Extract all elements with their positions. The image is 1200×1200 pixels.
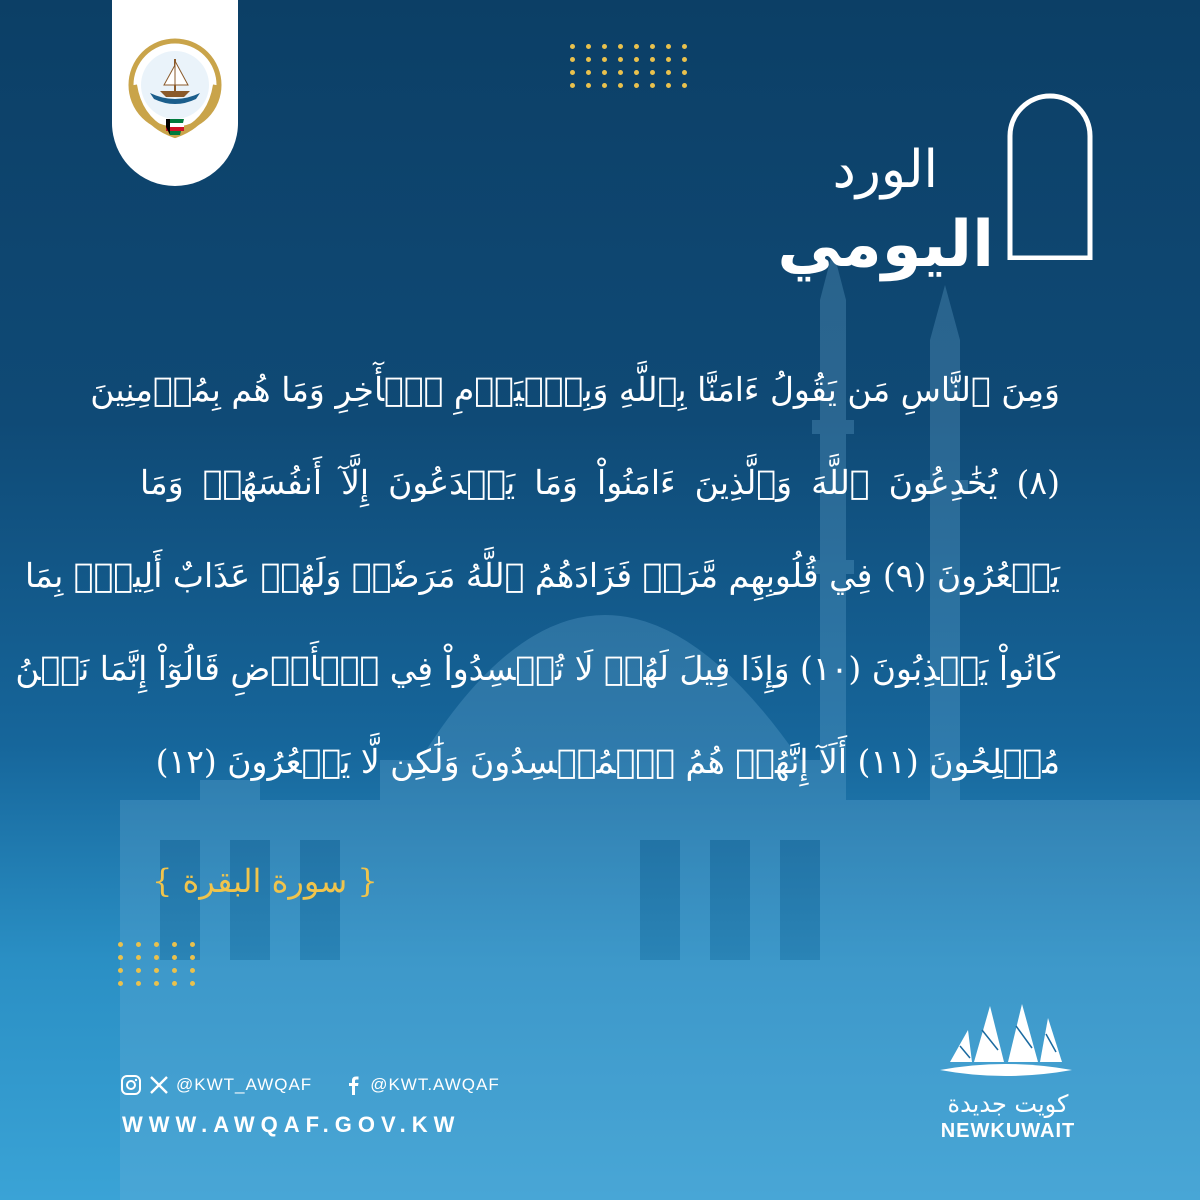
verse-line: وَمِنَ ٱلنَّاسِ مَن يَقُولُ ءَامَنَّا بِٱللَّهِ وَبِٱلۡيَوۡمِ ٱلۡأٓخِرِ وَمَا هُم بِمُؤۡمِنِينَ (90, 370, 1060, 409)
facebook-icon[interactable] (342, 1074, 364, 1096)
x-icon[interactable] (148, 1074, 170, 1096)
verse-line: يَشۡعُرُونَ (٩) فِي قُلُوبِهِم مَّرَضٞ فَزَادَهُمُ ٱللَّهُ مَرَضٗاۖ وَلَهُمۡ عَذَابٌ أَلِيمُۢ بِمَا (24, 556, 1060, 595)
newkuwait-arabic: كويت جديدة (947, 1090, 1069, 1118)
verse-line: (٨) يُخَٰدِعُونَ ٱللَّهَ وَٱلَّذِينَ ءَامَنُواْ وَمَا يَخۡدَعُونَ إِلَّآ أَنفُسَهُمۡ وَمَا (140, 463, 1060, 502)
dot-grid-top (570, 44, 690, 88)
verse-line: مُصۡلِحُونَ (١١) أَلَآ إِنَّهُمۡ هُمُ ٱلۡمُفۡسِدُونَ وَلَٰكِن لَّا يَشۡعُرُونَ (١٢) (155, 742, 1060, 781)
surah-name: { سورة البقرة } (152, 862, 378, 900)
verse-block (15, 360, 1060, 825)
title-line-1: الورد (832, 140, 938, 200)
social-row (120, 1074, 500, 1096)
social-handle-facebook[interactable]: @KWT.AWQAF (370, 1075, 500, 1094)
website-link[interactable]: WWW.AWQAF.GOV.KW (122, 1112, 461, 1137)
dot-grid-bottom (118, 942, 198, 986)
social-handle-x[interactable]: @KWT_AWQAF (176, 1075, 313, 1094)
title-line-2: اليومي (777, 208, 994, 282)
verse-line: كَانُواْ يَكۡذِبُونَ (١٠) وَإِذَا قِيلَ لَهُمۡ لَا تُفۡسِدُواْ فِي ٱلۡأَرۡضِ قَالُوٓاْ إِنَّمَا نَحۡنُ (15, 649, 1060, 688)
newkuwait-latin: NEWKUWAIT (940, 1120, 1076, 1142)
newkuwait-logo (930, 1000, 1080, 1090)
ministry-emblem-icon (120, 23, 230, 163)
ministry-logo-badge (112, 0, 238, 186)
arch-icon (1006, 92, 1094, 260)
instagram-icon[interactable] (120, 1074, 142, 1096)
